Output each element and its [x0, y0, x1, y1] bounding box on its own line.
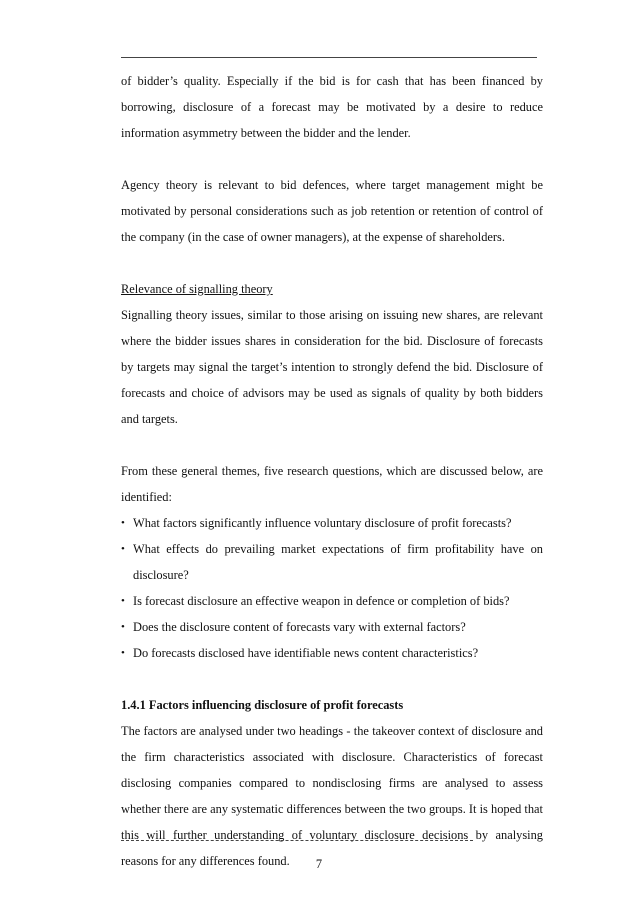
- list-item: [121, 640, 543, 666]
- research-question-text: What factors significantly influence voluntary disclosure of profit forecasts?: [133, 516, 512, 530]
- bullet-icon: •: [121, 543, 125, 555]
- paragraph-signalling: Signalling theory issues, similar to those arising on issuing new shares, are relevant where the bidder issues shares in consideration for the bid. Disclosure of forecasts by targets may signal the target’s intention to strongly defend the bid. Disclosure of forecasts and choice of advisors may be used as signals of quality by both bidders and targets.: [121, 308, 543, 426]
- spacer: [121, 146, 543, 172]
- list-item: [121, 588, 543, 614]
- research-question-text: Does the disclosure content of forecasts vary with external factors?: [133, 620, 466, 634]
- paragraph-agency-theory: Agency theory is relevant to bid defences, where target management might be motivated by personal considerations such as job retention or retention of control of the company (in the case of owner managers), at the expense of shareholders.: [121, 178, 543, 244]
- section-title-signalling: Relevance of signalling theory: [121, 282, 273, 296]
- list-item: [121, 536, 543, 588]
- page-number: 7: [315, 857, 323, 871]
- bullet-icon: •: [121, 517, 125, 529]
- page-body: [121, 68, 543, 874]
- paragraph-research-intro: From these general themes, five research questions, which are discussed below, are identified:: [121, 464, 543, 504]
- bullet-icon: •: [121, 647, 125, 659]
- spacer: [121, 250, 543, 276]
- bullet-icon: •: [121, 595, 125, 607]
- spacer: [121, 666, 543, 692]
- paragraph-factors: The factors are analysed under two headings - the takeover context of disclosure and the firm characteristics associated with disclosure. Characteristics of forecast disclosing companies compared to nondisclosing firms are analysed to assess whether there are any systematic differences between the two groups. It is hoped that this will further understanding of voluntary disclosure decisions by analysing reasons for any differences found.: [121, 724, 543, 868]
- research-question-text: Do forecasts disclosed have identifiable news content characteristics?: [133, 646, 479, 660]
- list-item: [121, 510, 543, 536]
- bullet-icon: •: [121, 621, 125, 633]
- footer-rule: [121, 840, 473, 841]
- paragraph-bidder-quality: of bidder’s quality. Especially if the bid is for cash that has been financed by borrowing, disclosure of a forecast may be motivated by a desire to reduce information asymmetry between the bidder and the lender.: [121, 74, 543, 140]
- header-rule: [121, 57, 537, 58]
- section-heading-1-4-1: 1.4.1 Factors influencing disclosure of profit forecasts: [121, 698, 404, 712]
- research-question-text: Is forecast disclosure an effective weapon in defence or completion of bids?: [133, 594, 510, 608]
- research-question-text: What effects do prevailing market expectations of firm profitability have on disclosure?: [133, 542, 543, 582]
- research-questions-list: [121, 510, 543, 666]
- spacer: [121, 432, 543, 458]
- list-item: [121, 614, 543, 640]
